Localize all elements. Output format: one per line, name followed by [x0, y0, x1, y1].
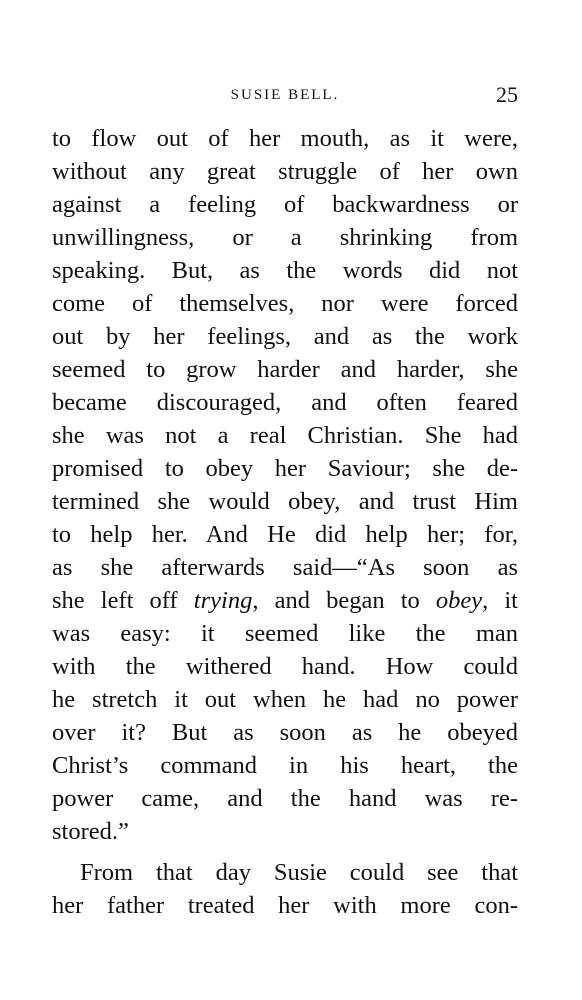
text-line: with the withered hand. How could	[52, 653, 518, 680]
text-line: speaking. But, as the words did not	[52, 257, 518, 284]
running-header	[52, 80, 518, 110]
body-text	[52, 122, 518, 922]
text-line: became discouraged, and often feared	[52, 389, 518, 416]
text-line: as she afterwards said—“As soon as	[52, 554, 518, 581]
text-line: out by her feelings, and as the work	[52, 323, 518, 350]
text-line: Christ’s command in his heart, the	[52, 752, 518, 779]
text-line: come of themselves, nor were forced	[52, 290, 518, 317]
page-number: 25	[496, 82, 518, 107]
text-line: over it? But as soon as he obeyed	[52, 719, 518, 746]
text-line: her father treated her with more con-	[52, 892, 518, 919]
text-fragment: , it	[482, 587, 518, 614]
text-line: seemed to grow harder and harder, she	[52, 356, 518, 383]
text-line: power came, and the hand was re-	[52, 785, 518, 812]
text-line: stored.”	[52, 818, 129, 845]
italic-word-trying: trying	[193, 587, 253, 614]
text-line: unwillingness, or a shrinking from	[52, 224, 518, 251]
running-title: SUSIE BELL.	[230, 87, 340, 103]
text-line: she was not a real Christian. She had	[52, 422, 518, 449]
text-line: he stretch it out when he had no power	[52, 686, 518, 713]
text-line: without any great struggle of her own	[52, 158, 518, 185]
text-line: From that day Susie could see that	[80, 859, 518, 886]
italic-word-obey: obey	[435, 587, 483, 614]
text-line: to flow out of her mouth, as it were,	[52, 125, 518, 152]
text-line: against a feeling of backwardness or	[52, 191, 518, 218]
paragraph-gap	[52, 848, 518, 856]
text-line: promised to obey her Saviour; she de-	[52, 455, 518, 482]
text-line: termined she would obey, and trust Him	[52, 488, 518, 515]
text-line: to help her. And He did help her; for,	[52, 521, 518, 548]
text-fragment: she left off	[52, 587, 194, 614]
text-line-italic	[52, 584, 518, 617]
text-line: was easy: it seemed like the man	[52, 620, 518, 647]
text-fragment: , and began to	[252, 587, 436, 614]
